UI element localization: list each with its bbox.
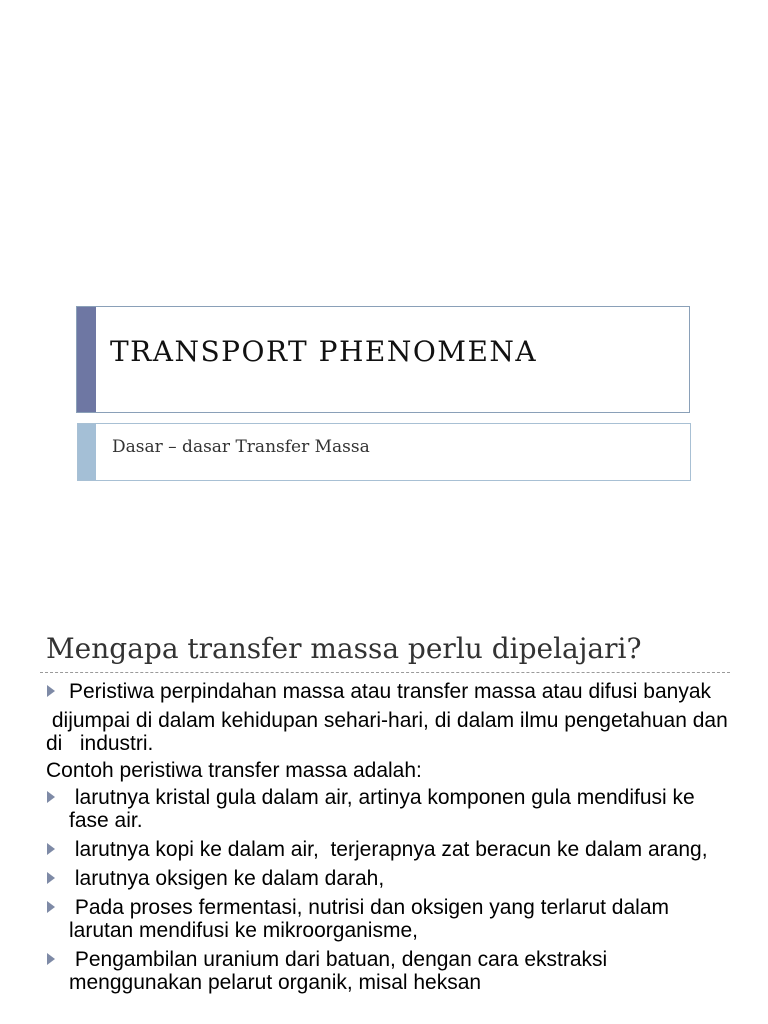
heading-divider — [40, 672, 730, 673]
list-item — [0, 896, 768, 942]
bullet-arrow-icon — [47, 791, 55, 803]
example-text: larutnya oksigen ke dalam darah, — [69, 867, 385, 890]
example-text: larutnya kopi ke dalam air, terjerapnya zat beracun ke dalam arang, — [69, 838, 708, 861]
bullet-arrow-icon — [47, 843, 55, 855]
example-text: Pengambilan uranium dari batuan, dengan cara ekstraksi menggunakan pelarut organik, misal heksan — [69, 948, 614, 994]
slide2-heading: Mengapa transfer massa perlu dipelajari? — [46, 632, 642, 665]
intro-bullet-text: Peristiwa perpindahan massa atau transfer massa atau difusi banyak — [69, 680, 712, 703]
bullet-arrow-icon — [47, 901, 55, 913]
subtitle-accent-bar — [78, 424, 96, 480]
examples-label: Contoh peristiwa transfer massa adalah: — [46, 759, 422, 782]
subtitle-box — [77, 423, 691, 481]
bullet-arrow-icon — [47, 953, 55, 965]
title-box — [76, 306, 690, 413]
example-text: Pada proses fermentasi, nutrisi dan oksigen yang terlarut dalam larutan mendifusi ke mikroorganisme, — [69, 896, 675, 942]
intro-continued: dijumpai di dalam kehidupan sehari-hari, di dalam ilmu pengetahuan dan di industri. — [46, 709, 734, 755]
slide-title: TRANSPORT PHENOMENA — [110, 335, 538, 368]
bullet-arrow-icon — [47, 685, 55, 697]
list-item — [0, 948, 768, 994]
title-accent-bar — [77, 307, 96, 412]
list-item — [0, 838, 768, 861]
bullet-arrow-icon — [47, 872, 55, 884]
list-item — [0, 786, 768, 832]
list-item — [0, 867, 768, 890]
list-item — [0, 680, 768, 703]
example-text: larutnya kristal gula dalam air, artinya komponen gula mendifusi ke fase air. — [69, 786, 701, 832]
slide2-body — [0, 680, 768, 1000]
slide-subtitle: Dasar – dasar Transfer Massa — [112, 437, 370, 457]
